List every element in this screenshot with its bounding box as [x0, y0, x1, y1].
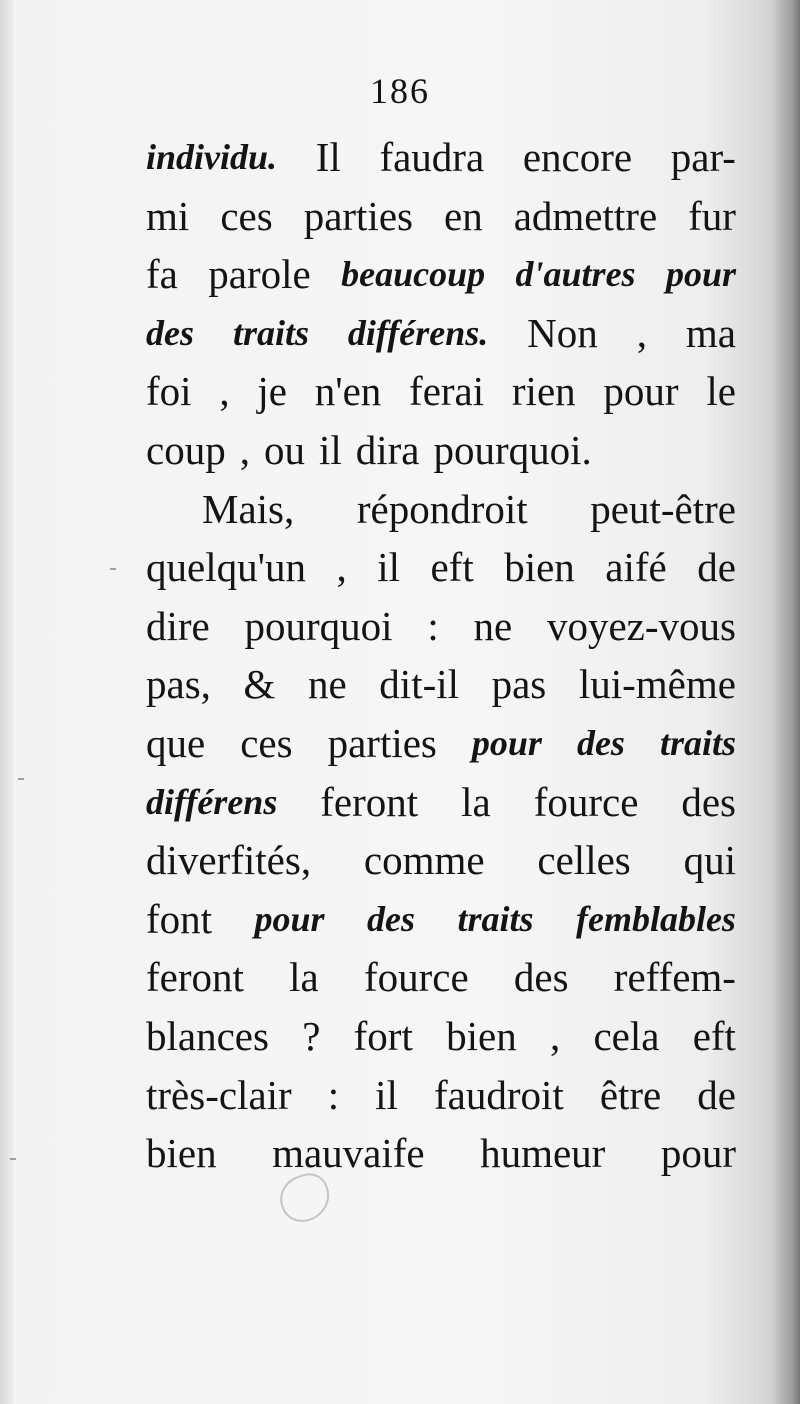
word: eft — [430, 544, 474, 591]
word: ces — [220, 192, 273, 239]
word: dit-il — [379, 661, 460, 708]
word: eft — [692, 1012, 736, 1059]
word: par- — [670, 134, 736, 180]
word: être — [599, 1071, 662, 1118]
word: quelqu'un — [146, 544, 306, 591]
text-line — [146, 245, 736, 304]
word: diverfités, — [146, 837, 312, 884]
italic-word: différens. — [347, 312, 489, 353]
word: : — [427, 602, 439, 649]
word: ne — [308, 661, 347, 708]
word: lui-même — [578, 661, 736, 708]
word: des — [681, 778, 736, 825]
word: pourquoi. — [433, 426, 592, 473]
word: , — [219, 368, 230, 415]
word: très-clair — [146, 1071, 292, 1118]
italic-word: individu. — [146, 137, 278, 177]
word: cela — [593, 1012, 660, 1059]
word: il — [318, 426, 342, 473]
word: feront — [320, 778, 419, 825]
text-line — [146, 480, 736, 539]
text-line — [146, 714, 736, 773]
word: pour — [660, 1130, 736, 1177]
word: Mais, — [202, 485, 295, 532]
word: & — [243, 661, 276, 708]
word: , — [239, 426, 250, 473]
word: ou — [263, 426, 305, 473]
word: dire — [146, 602, 210, 649]
margin-mark — [18, 778, 24, 780]
italic-word: beaucoup — [341, 254, 486, 295]
italic-word: d'autres — [515, 254, 636, 295]
italic-word: différens — [146, 781, 278, 822]
text-line — [146, 304, 736, 363]
word: rien — [511, 368, 576, 415]
text-line — [146, 597, 736, 656]
word: de — [697, 1071, 736, 1118]
word: la — [289, 954, 319, 1001]
word: dira — [355, 426, 420, 473]
word: mauvaife — [272, 1130, 425, 1177]
word: Il — [315, 134, 341, 180]
page-number: 186 — [370, 71, 430, 111]
word: il — [375, 1071, 398, 1118]
word: , — [549, 1012, 561, 1059]
word: faudroit — [433, 1071, 564, 1118]
word: celles — [537, 837, 631, 884]
word: le — [706, 368, 736, 415]
text-line — [146, 421, 736, 480]
word: peut-être — [590, 485, 736, 532]
italic-word: pour — [665, 254, 736, 295]
word: coup — [146, 426, 226, 473]
text-line — [146, 538, 736, 597]
body-text — [146, 128, 736, 1183]
text-line — [146, 773, 736, 832]
text-line — [146, 1066, 736, 1125]
italic-word: des — [576, 722, 625, 763]
word: en — [444, 192, 483, 239]
word: aifé — [605, 544, 667, 591]
word: bien — [504, 544, 575, 591]
word: fort — [353, 1012, 413, 1059]
italic-word: femblables — [575, 898, 736, 939]
word: pour — [603, 368, 679, 415]
word: parties — [327, 719, 437, 766]
word: la — [461, 778, 491, 825]
word: pas, — [146, 661, 211, 708]
word: blances — [146, 1012, 269, 1059]
text-line — [146, 831, 736, 890]
italic-word: des — [367, 898, 416, 939]
italic-word: pour — [254, 898, 325, 939]
margin-mark — [110, 568, 116, 570]
word: comme — [363, 837, 485, 884]
text-line — [146, 1007, 736, 1066]
text-line — [146, 655, 736, 714]
word: ne — [473, 602, 513, 649]
italic-word: des — [146, 312, 194, 353]
word: fource — [363, 954, 469, 1001]
text-line — [146, 187, 736, 246]
word: foi — [146, 368, 192, 415]
italic-word: traits — [457, 898, 534, 939]
word: parties — [303, 192, 413, 239]
word: ma — [685, 309, 736, 356]
word: ? — [302, 1012, 321, 1059]
word: répondroit — [356, 485, 528, 532]
text-line — [146, 128, 736, 187]
word: Non — [527, 309, 598, 356]
italic-word: traits — [659, 722, 736, 763]
text-line — [146, 1124, 736, 1183]
text-line — [146, 890, 736, 949]
word: , — [336, 544, 347, 591]
word: que — [146, 719, 206, 766]
word: voyez-vous — [546, 602, 736, 649]
word: de — [697, 544, 736, 591]
word: font — [146, 895, 213, 942]
text-line — [146, 948, 736, 1007]
word: humeur — [480, 1130, 606, 1177]
word: feront — [146, 954, 244, 1001]
word: : — [327, 1071, 340, 1118]
word: qui — [683, 837, 736, 884]
word: des — [513, 954, 569, 1001]
word: parole — [208, 251, 311, 298]
word: , — [636, 309, 647, 356]
text-line — [146, 362, 736, 421]
word: n'en — [314, 368, 382, 415]
word: admettre — [513, 192, 658, 239]
word: pourquoi — [244, 602, 393, 649]
italic-word: traits — [232, 312, 309, 353]
word: faudra — [379, 134, 485, 180]
word: pas — [491, 661, 547, 708]
word: je — [257, 368, 287, 415]
word: il — [377, 544, 400, 591]
word: ces — [240, 719, 293, 766]
italic-word: pour — [471, 722, 542, 763]
word: mi — [146, 192, 190, 239]
word: reffem- — [613, 954, 736, 1001]
word: encore — [522, 134, 633, 180]
word: bien — [446, 1012, 517, 1059]
margin-mark — [10, 1158, 16, 1160]
word: fource — [533, 778, 639, 825]
word: ferai — [409, 368, 485, 415]
word: fur — [688, 192, 736, 239]
word: bien — [146, 1130, 217, 1177]
word: fa — [146, 251, 178, 298]
